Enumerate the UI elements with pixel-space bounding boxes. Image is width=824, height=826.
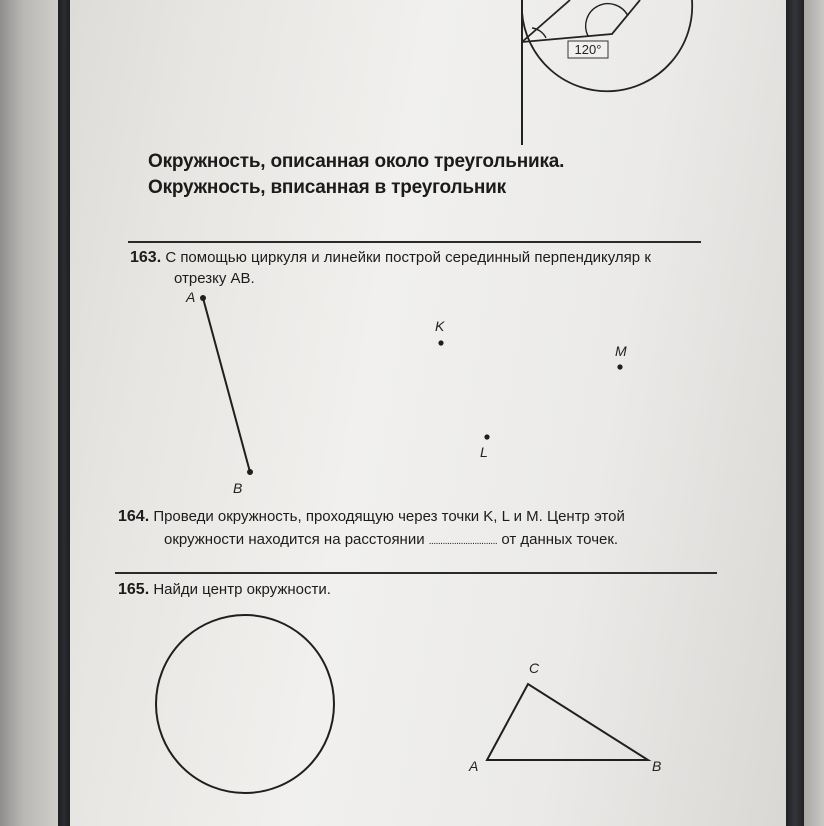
task164-line1 [118,508,625,526]
point-b-dot [247,469,253,475]
task164-text2-end: от данных точек. [501,531,619,548]
task164-line2 [164,531,618,548]
divider-163 [128,241,701,243]
task164-answer-blank: .............................. [428,536,498,547]
point-a-dot [200,295,206,301]
top-angle-mark-right [586,4,628,36]
task165-number: 165. [118,581,150,598]
task163-line2: отрезку AB. [174,270,255,287]
angle-label: 120° [574,42,602,57]
point-m-dot [617,364,622,369]
task165-triangle [487,684,648,760]
triangle-label-b: B [652,758,662,774]
label-b: B [233,480,243,496]
task165-line [118,581,331,599]
top-chord-2 [522,0,640,42]
section-title-line2: Окружность, вписанная в треугольник [148,177,506,198]
point-k-dot [438,340,443,345]
label-a: A [186,289,196,305]
segment-ab [203,298,250,472]
task163-line1 [130,249,651,267]
task164-text1: Проведи окружность, проходящую через точки K, L и M. Центр этой [153,508,625,525]
triangle-label-c: C [529,660,540,676]
section-title-line1: Окружность, описанная около треугольника. [148,151,565,172]
divider-165 [115,572,717,574]
task163-text1: С помощью циркуля и линейки построй серединный перпендикуляр к [165,249,651,266]
triangle-label-a: A [469,758,479,774]
task164-text2-start: окружности находится на расстоянии [164,531,425,548]
top-angle-mark-left [532,28,546,38]
label-k: K [435,318,445,334]
label-m: M [615,343,627,359]
top-chord-1 [522,0,570,42]
task164-number: 164. [118,508,150,525]
label-l: L [480,444,488,460]
point-l-dot [484,434,489,439]
task165-circle [156,615,334,793]
top-figure [522,0,692,145]
task165-text: Найди центр окружности. [153,581,331,598]
task163-number: 163. [130,249,162,266]
